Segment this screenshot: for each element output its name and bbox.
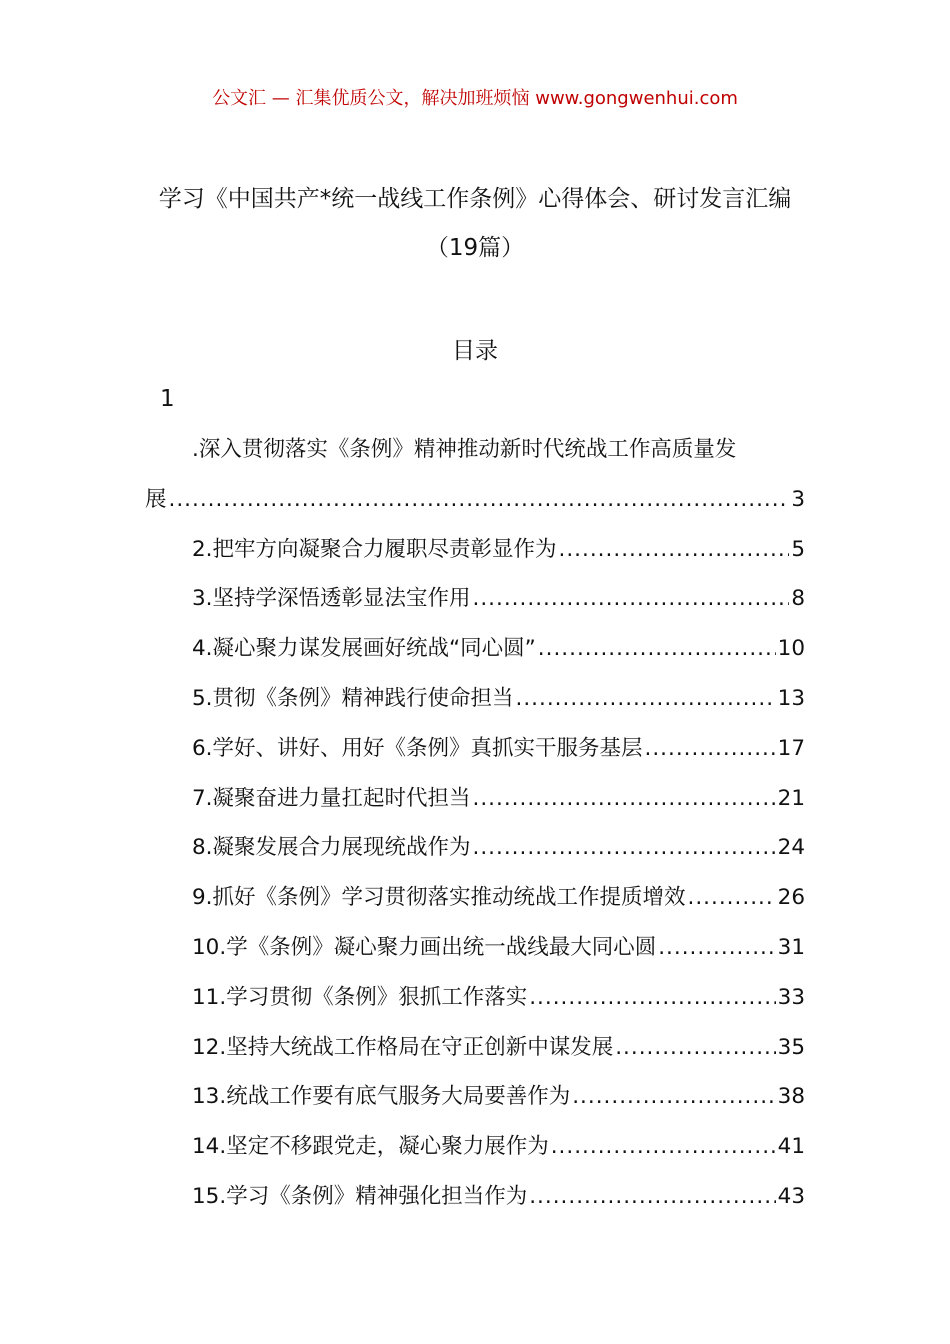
toc-leader-dots (645, 724, 776, 774)
toc-entry-1-line2[interactable] (145, 475, 805, 525)
toc-entry-page: 31 (777, 934, 805, 960)
toc-entry[interactable] (145, 1072, 805, 1122)
toc-entry-page: 41 (777, 1134, 805, 1160)
toc-entry-title: 14.坚定不移跟党走，凝心聚力展作为 (192, 1134, 549, 1160)
toc-entry[interactable] (145, 525, 805, 575)
toc-entry[interactable] (145, 574, 805, 624)
toc-entry-title: 2.把牢方向凝聚合力履职尽责彰显作为 (192, 536, 557, 562)
toc-entry[interactable] (145, 1023, 805, 1073)
toc-entry[interactable] (145, 923, 805, 973)
toc-leader-dots (473, 823, 776, 873)
toc-entry-title: 展 (145, 486, 167, 512)
toc-leader-dots (688, 873, 776, 923)
toc-leader-dots (658, 923, 775, 973)
toc-entry[interactable] (145, 873, 805, 923)
toc-entry-title: 4.凝心聚力谋发展画好统战“同心圆” (192, 636, 536, 662)
toc-entry-title: 10.学《条例》凝心聚力画出统一战线最大同心圆 (192, 934, 657, 960)
toc-entry-page: 17 (777, 735, 805, 761)
toc-entry-page: 24 (777, 835, 805, 861)
toc-entry[interactable] (145, 1172, 805, 1222)
toc-entry[interactable] (145, 1122, 805, 1172)
toc-entry-page: 26 (777, 885, 805, 911)
toc-entry-title: .深入贯彻落实《条例》精神推动新时代统战工作高质量发 (192, 437, 737, 462)
toc-entry-1-line1[interactable] (145, 425, 805, 475)
toc-entry-page: 43 (777, 1183, 805, 1209)
toc-entry-title: 9.抓好《条例》学习贯彻落实推动统战工作提质增效 (192, 885, 686, 911)
document-title: 学习《中国共产*统一战线工作条例》心得体会、研讨发言汇编 (158, 186, 792, 212)
toc-entry-title: 15.学习《条例》精神强化担当作为 (192, 1183, 528, 1209)
toc-entry[interactable] (145, 724, 805, 774)
toc-leader-dots (529, 973, 775, 1023)
toc-entry-title: 7.凝聚奋进力量扛起时代担当 (192, 785, 471, 811)
toc-leader-dots (572, 1072, 775, 1122)
toc-entry-title: 13.统战工作要有底气服务大局要善作为 (192, 1084, 571, 1110)
table-of-contents (145, 425, 805, 1222)
toc-entry-page: 38 (777, 1084, 805, 1110)
toc-leader-dots (516, 674, 776, 724)
document-subtitle: （19篇） (425, 235, 525, 261)
toc-entry-page: 13 (777, 685, 805, 711)
toc-leader-dots (551, 1122, 776, 1172)
toc-leader-dots (615, 1023, 775, 1073)
toc-entry-page: 33 (777, 984, 805, 1010)
toc-entry[interactable] (145, 823, 805, 873)
toc-entry-title: 3.坚持学深悟透彰显法宝作用 (192, 586, 471, 612)
toc-entry-page: 8 (791, 586, 805, 612)
toc-leader-dots (169, 475, 790, 525)
toc-leader-dots (473, 774, 776, 824)
site-header-banner: 公文汇 — 汇集优质公文，解决加班烦恼 www.gongwenhui.com (212, 88, 738, 109)
toc-entry-page: 10 (777, 636, 805, 662)
toc-entry-page: 21 (777, 785, 805, 811)
toc-entry-page: 3 (791, 486, 805, 512)
toc-entry-title: 8.凝聚发展合力展现统战作为 (192, 835, 471, 861)
toc-entry[interactable] (145, 624, 805, 674)
toc-first-number: 1 (160, 386, 175, 412)
toc-leader-dots (529, 1172, 775, 1222)
toc-leader-dots (473, 574, 790, 624)
toc-entry-title: 6.学好、讲好、用好《条例》真抓实干服务基层 (192, 735, 643, 761)
toc-entry-title: 5.贯彻《条例》精神践行使命担当 (192, 685, 514, 711)
toc-entry[interactable] (145, 774, 805, 824)
toc-leader-dots (559, 525, 790, 575)
toc-heading: 目录 (452, 338, 498, 364)
toc-leader-dots (538, 624, 776, 674)
toc-entry-title: 12.坚持大统战工作格局在守正创新中谋发展 (192, 1034, 614, 1060)
toc-entry[interactable] (145, 674, 805, 724)
toc-entry-title: 11.学习贯彻《条例》狠抓工作落实 (192, 984, 528, 1010)
toc-entry-page: 5 (791, 536, 805, 562)
toc-entry[interactable] (145, 973, 805, 1023)
toc-entry-page: 35 (777, 1034, 805, 1060)
